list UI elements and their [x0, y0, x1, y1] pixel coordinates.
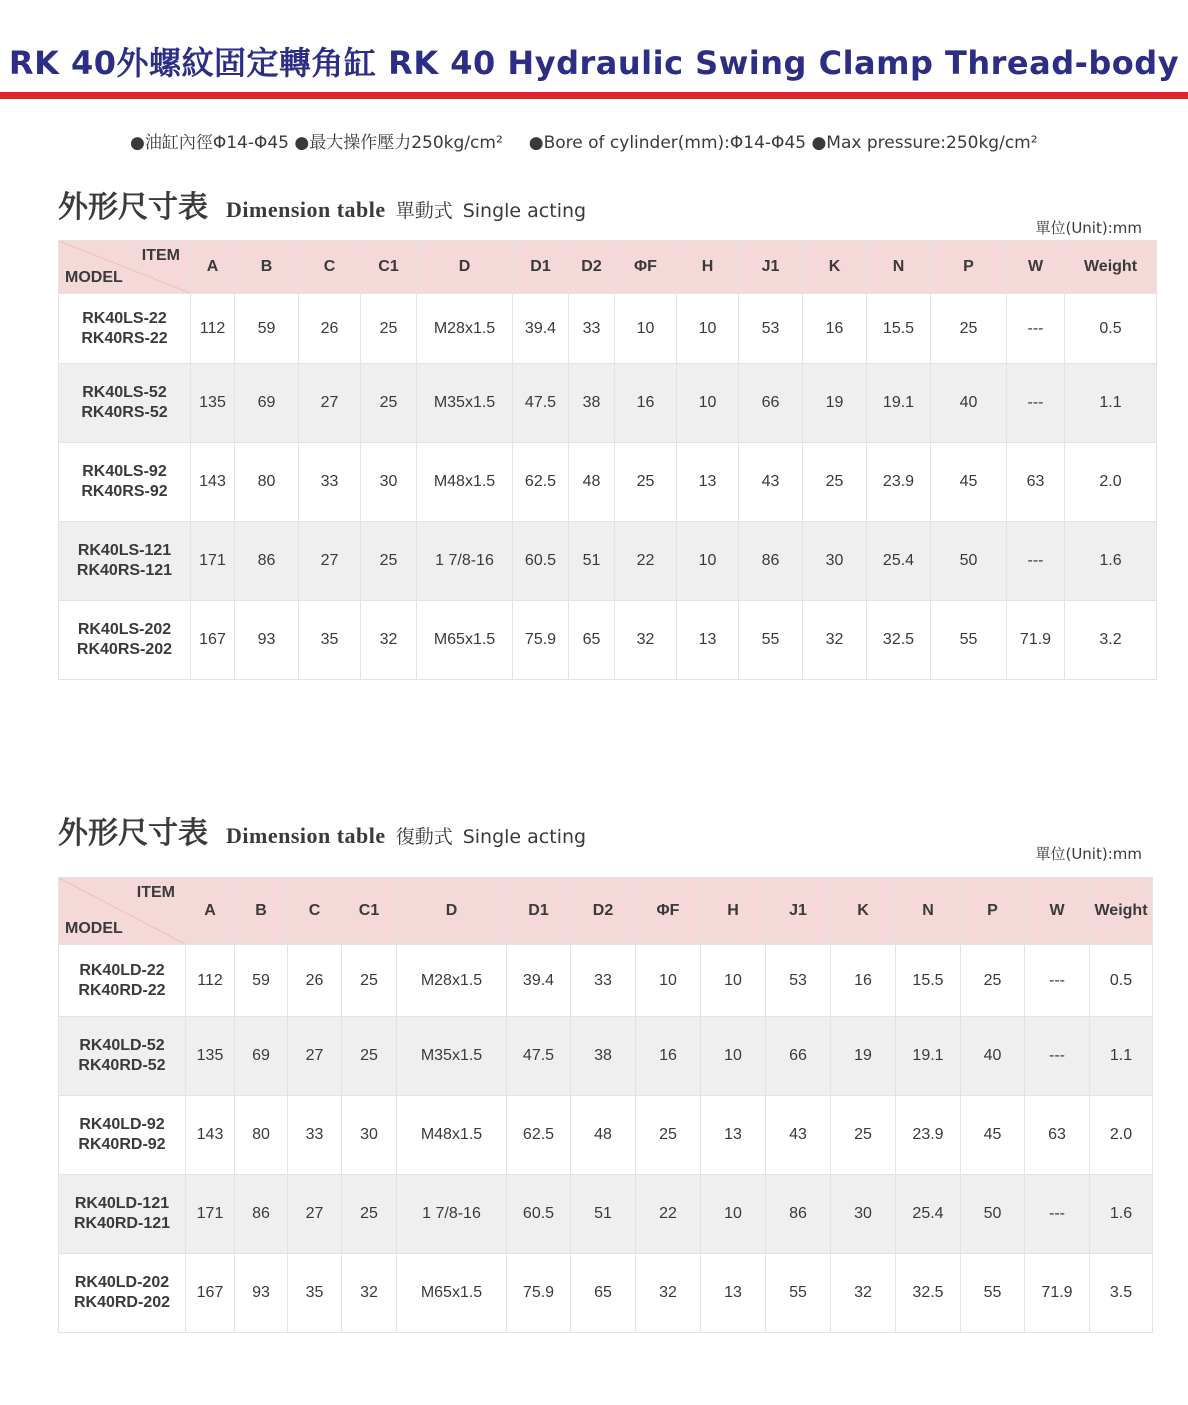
column-header: Weight	[1065, 241, 1157, 294]
value-cell: 10	[615, 294, 677, 364]
model-name: RK40RS-121	[76, 562, 173, 579]
value-cell: 19	[831, 1017, 896, 1096]
column-header: J1	[739, 241, 803, 294]
corner-header	[59, 878, 186, 945]
model-name: RK40RD-92	[78, 1136, 166, 1153]
value-cell: ---	[1025, 1017, 1090, 1096]
value-cell: M35x1.5	[397, 1017, 507, 1096]
value-cell: 26	[288, 945, 342, 1017]
column-header: B	[235, 878, 288, 945]
value-cell: 32	[831, 1254, 896, 1333]
model-cell	[59, 1017, 186, 1096]
value-cell: 10	[701, 945, 766, 1017]
value-cell: ---	[1007, 364, 1065, 443]
column-header: ΦF	[615, 241, 677, 294]
model-name: RK40RS-52	[81, 404, 168, 421]
column-header: C1	[342, 878, 397, 945]
value-cell: 39.4	[507, 945, 571, 1017]
corner-model-label: MODEL	[65, 920, 123, 937]
value-cell: 13	[677, 443, 739, 522]
value-cell: 16	[803, 294, 867, 364]
value-cell: 0.5	[1090, 945, 1153, 1017]
value-cell: 2.0	[1090, 1096, 1153, 1175]
value-cell: 25	[615, 443, 677, 522]
value-cell: 33	[569, 294, 615, 364]
value-cell: 25.4	[867, 522, 931, 601]
table-row	[59, 945, 1153, 1017]
column-header: Weight	[1090, 878, 1153, 945]
value-cell: 30	[831, 1175, 896, 1254]
value-cell: 27	[299, 364, 361, 443]
value-cell: 60.5	[513, 522, 569, 601]
spec-cn: ●油缸內徑Φ14-Φ45 ●最大操作壓力250kg/cm²	[130, 133, 503, 153]
value-cell: 55	[766, 1254, 831, 1333]
value-cell: 75.9	[513, 601, 569, 680]
column-header: N	[896, 878, 961, 945]
value-cell: 32	[636, 1254, 701, 1333]
value-cell: 25	[636, 1096, 701, 1175]
value-cell: 15.5	[896, 945, 961, 1017]
value-cell: 65	[569, 601, 615, 680]
model-cell	[59, 522, 191, 601]
value-cell: 19.1	[896, 1017, 961, 1096]
dimension-table-single	[58, 240, 1157, 680]
value-cell: 27	[288, 1175, 342, 1254]
model-name: RK40LD-22	[79, 961, 165, 979]
value-cell: 55	[961, 1254, 1025, 1333]
value-cell: M48x1.5	[397, 1096, 507, 1175]
model-name: RK40RS-202	[76, 641, 173, 658]
value-cell: 66	[766, 1017, 831, 1096]
value-cell: 2.0	[1065, 443, 1157, 522]
model-name: RK40RD-52	[78, 1057, 166, 1074]
value-cell: 80	[235, 443, 299, 522]
model-cell	[59, 1096, 186, 1175]
value-cell: 45	[931, 443, 1007, 522]
value-cell: 33	[571, 945, 636, 1017]
value-cell: 35	[299, 601, 361, 680]
corner-item-label: ITEM	[136, 884, 175, 901]
column-header: H	[677, 241, 739, 294]
value-cell: 53	[739, 294, 803, 364]
value-cell: 25	[361, 364, 417, 443]
column-header: C1	[361, 241, 417, 294]
value-cell: 51	[571, 1175, 636, 1254]
value-cell: 19.1	[867, 364, 931, 443]
value-cell: 3.5	[1090, 1254, 1153, 1333]
value-cell: 86	[235, 522, 299, 601]
value-cell: 47.5	[507, 1017, 571, 1096]
model-name: RK40LD-52	[79, 1037, 165, 1054]
column-header: W	[1007, 241, 1065, 294]
column-header: D	[397, 878, 507, 945]
value-cell: 33	[288, 1096, 342, 1175]
value-cell: ---	[1007, 294, 1065, 364]
value-cell: 13	[701, 1254, 766, 1333]
value-cell: M28x1.5	[417, 294, 513, 364]
value-cell: 48	[571, 1096, 636, 1175]
value-cell: 55	[931, 601, 1007, 680]
column-header: P	[961, 878, 1025, 945]
value-cell: 1.6	[1090, 1175, 1153, 1254]
model-name: RK40RS-92	[81, 483, 168, 500]
corner-model-label: MODEL	[65, 269, 123, 286]
value-cell: 16	[615, 364, 677, 443]
value-cell: 25	[361, 522, 417, 601]
unit-label: 單位(Unit):mm	[1035, 845, 1142, 863]
value-cell: 32	[615, 601, 677, 680]
model-cell	[59, 364, 191, 443]
value-cell: 25	[342, 945, 397, 1017]
column-header: D1	[513, 241, 569, 294]
value-cell: 71.9	[1007, 601, 1065, 680]
model-name: RK40RS-22	[81, 329, 168, 347]
value-cell: 25	[961, 945, 1025, 1017]
unit-label: 單位(Unit):mm	[1035, 219, 1142, 237]
table-row	[59, 601, 1157, 680]
column-header: J1	[766, 878, 831, 945]
column-header: N	[867, 241, 931, 294]
section-mode-en: Single acting	[462, 826, 587, 848]
value-cell: 25	[831, 1096, 896, 1175]
value-cell: 27	[288, 1017, 342, 1096]
value-cell: 1.6	[1065, 522, 1157, 601]
column-header: D2	[571, 878, 636, 945]
table-row	[59, 1017, 1153, 1096]
value-cell: 143	[186, 1096, 235, 1175]
column-header: C	[288, 878, 342, 945]
value-cell: 40	[961, 1017, 1025, 1096]
value-cell: 38	[569, 364, 615, 443]
value-cell: 40	[931, 364, 1007, 443]
table-row	[59, 1096, 1153, 1175]
value-cell: 75.9	[507, 1254, 571, 1333]
value-cell: 13	[701, 1096, 766, 1175]
column-header: C	[299, 241, 361, 294]
value-cell: 50	[931, 522, 1007, 601]
value-cell: 167	[186, 1254, 235, 1333]
value-cell: 66	[739, 364, 803, 443]
section-mode-cn: 單動式	[395, 200, 453, 222]
model-name: RK40LD-121	[74, 1195, 170, 1212]
value-cell: 71.9	[1025, 1254, 1090, 1333]
value-cell: 135	[186, 1017, 235, 1096]
column-header: ΦF	[636, 878, 701, 945]
column-header: D	[417, 241, 513, 294]
value-cell: 10	[636, 945, 701, 1017]
value-cell: 65	[571, 1254, 636, 1333]
value-cell: 19	[803, 364, 867, 443]
value-cell: ---	[1025, 945, 1090, 1017]
column-header: W	[1025, 878, 1090, 945]
value-cell: 15.5	[867, 294, 931, 364]
value-cell: 69	[235, 364, 299, 443]
value-cell: 25	[342, 1175, 397, 1254]
value-cell: 23.9	[867, 443, 931, 522]
value-cell: 80	[235, 1096, 288, 1175]
table-row	[59, 1254, 1153, 1333]
value-cell: 171	[186, 1175, 235, 1254]
value-cell: 16	[831, 945, 896, 1017]
value-cell: M65x1.5	[417, 601, 513, 680]
model-name: RK40LS-52	[82, 384, 167, 401]
model-name: RK40LS-121	[77, 542, 172, 559]
value-cell: 38	[571, 1017, 636, 1096]
table-row	[59, 1175, 1153, 1254]
column-header: D1	[507, 878, 571, 945]
column-header: B	[235, 241, 299, 294]
column-header: D2	[569, 241, 615, 294]
value-cell: 143	[191, 443, 235, 522]
value-cell: 32	[342, 1254, 397, 1333]
value-cell: 30	[361, 443, 417, 522]
value-cell: 30	[803, 522, 867, 601]
column-header: H	[701, 878, 766, 945]
value-cell: 55	[739, 601, 803, 680]
section-mode-cn: 復動式	[395, 826, 453, 848]
column-header: A	[186, 878, 235, 945]
value-cell: 112	[191, 294, 235, 364]
value-cell: 63	[1007, 443, 1065, 522]
model-name: RK40LS-92	[82, 463, 167, 480]
value-cell: 35	[288, 1254, 342, 1333]
spec-en: ●Bore of cylinder(mm):Φ14-Φ45 ●Max pressure:250kg/cm²	[528, 133, 1038, 153]
value-cell: 112	[186, 945, 235, 1017]
value-cell: 59	[235, 294, 299, 364]
value-cell: ---	[1025, 1175, 1090, 1254]
corner-item-label: ITEM	[141, 247, 180, 264]
value-cell: 47.5	[513, 364, 569, 443]
value-cell: 22	[636, 1175, 701, 1254]
table-row	[59, 364, 1157, 443]
table-row	[59, 522, 1157, 601]
value-cell: 25	[931, 294, 1007, 364]
value-cell: 59	[235, 945, 288, 1017]
dimension-table-double	[58, 877, 1153, 1333]
value-cell: 93	[235, 601, 299, 680]
spec-line	[130, 128, 1038, 153]
model-name: RK40LD-202	[74, 1274, 170, 1291]
value-cell: 32.5	[867, 601, 931, 680]
value-cell: 86	[235, 1175, 288, 1254]
value-cell: 45	[961, 1096, 1025, 1175]
title-underline	[0, 92, 1188, 99]
value-cell: 27	[299, 522, 361, 601]
value-cell: 0.5	[1065, 294, 1157, 364]
value-cell: 93	[235, 1254, 288, 1333]
page-title: RK 40外螺紋固定轉角缸 RK 40 Hydraulic Swing Clamp Thread-body	[8, 44, 1180, 82]
value-cell: 10	[677, 364, 739, 443]
value-cell: 10	[677, 522, 739, 601]
value-cell: 22	[615, 522, 677, 601]
value-cell: 33	[299, 443, 361, 522]
value-cell: M28x1.5	[397, 945, 507, 1017]
value-cell: 13	[677, 601, 739, 680]
section-title-cn: 外形尺寸表	[58, 816, 208, 851]
value-cell: 25	[803, 443, 867, 522]
value-cell: 32	[361, 601, 417, 680]
section-title-en: Dimension table	[226, 197, 386, 222]
value-cell: 50	[961, 1175, 1025, 1254]
model-name: RK40RD-202	[73, 1294, 171, 1311]
value-cell: 86	[739, 522, 803, 601]
value-cell: 62.5	[507, 1096, 571, 1175]
model-name: RK40LS-202	[77, 621, 172, 638]
value-cell: 1.1	[1090, 1017, 1153, 1096]
section-title-en: Dimension table	[226, 823, 386, 848]
value-cell: 62.5	[513, 443, 569, 522]
value-cell: M65x1.5	[397, 1254, 507, 1333]
value-cell: 25.4	[896, 1175, 961, 1254]
value-cell: 25	[361, 294, 417, 364]
value-cell: 26	[299, 294, 361, 364]
value-cell: M35x1.5	[417, 364, 513, 443]
table-row	[59, 294, 1157, 364]
value-cell: 135	[191, 364, 235, 443]
model-cell	[59, 1254, 186, 1333]
value-cell: 60.5	[507, 1175, 571, 1254]
value-cell: 10	[701, 1175, 766, 1254]
corner-header	[59, 241, 191, 294]
section-title-cn: 外形尺寸表	[58, 190, 208, 225]
value-cell: 69	[235, 1017, 288, 1096]
section-mode-en: Single acting	[462, 200, 587, 222]
value-cell: 1.1	[1065, 364, 1157, 443]
model-cell	[59, 945, 186, 1017]
value-cell: 86	[766, 1175, 831, 1254]
value-cell: 23.9	[896, 1096, 961, 1175]
value-cell: 3.2	[1065, 601, 1157, 680]
column-header: A	[191, 241, 235, 294]
value-cell: 43	[766, 1096, 831, 1175]
column-header: K	[803, 241, 867, 294]
value-cell: 16	[636, 1017, 701, 1096]
model-cell	[59, 601, 191, 680]
value-cell: 1 7/8-16	[397, 1175, 507, 1254]
column-header: K	[831, 878, 896, 945]
value-cell: 171	[191, 522, 235, 601]
model-name: RK40LS-22	[82, 309, 167, 327]
value-cell: 43	[739, 443, 803, 522]
value-cell: 63	[1025, 1096, 1090, 1175]
model-cell	[59, 294, 191, 364]
table-row	[59, 443, 1157, 522]
value-cell: M48x1.5	[417, 443, 513, 522]
model-cell	[59, 1175, 186, 1254]
value-cell: 53	[766, 945, 831, 1017]
model-name: RK40RD-121	[73, 1215, 171, 1232]
model-name: RK40RD-22	[78, 981, 166, 999]
value-cell: 167	[191, 601, 235, 680]
value-cell: 1 7/8-16	[417, 522, 513, 601]
value-cell: 25	[342, 1017, 397, 1096]
value-cell: 32.5	[896, 1254, 961, 1333]
value-cell: 32	[803, 601, 867, 680]
value-cell: ---	[1007, 522, 1065, 601]
value-cell: 30	[342, 1096, 397, 1175]
value-cell: 10	[677, 294, 739, 364]
value-cell: 39.4	[513, 294, 569, 364]
model-name: RK40LD-92	[79, 1116, 165, 1133]
column-header: P	[931, 241, 1007, 294]
section-heading-single	[58, 182, 586, 226]
value-cell: 48	[569, 443, 615, 522]
value-cell: 10	[701, 1017, 766, 1096]
section-heading-double	[58, 808, 586, 852]
value-cell: 51	[569, 522, 615, 601]
model-cell	[59, 443, 191, 522]
